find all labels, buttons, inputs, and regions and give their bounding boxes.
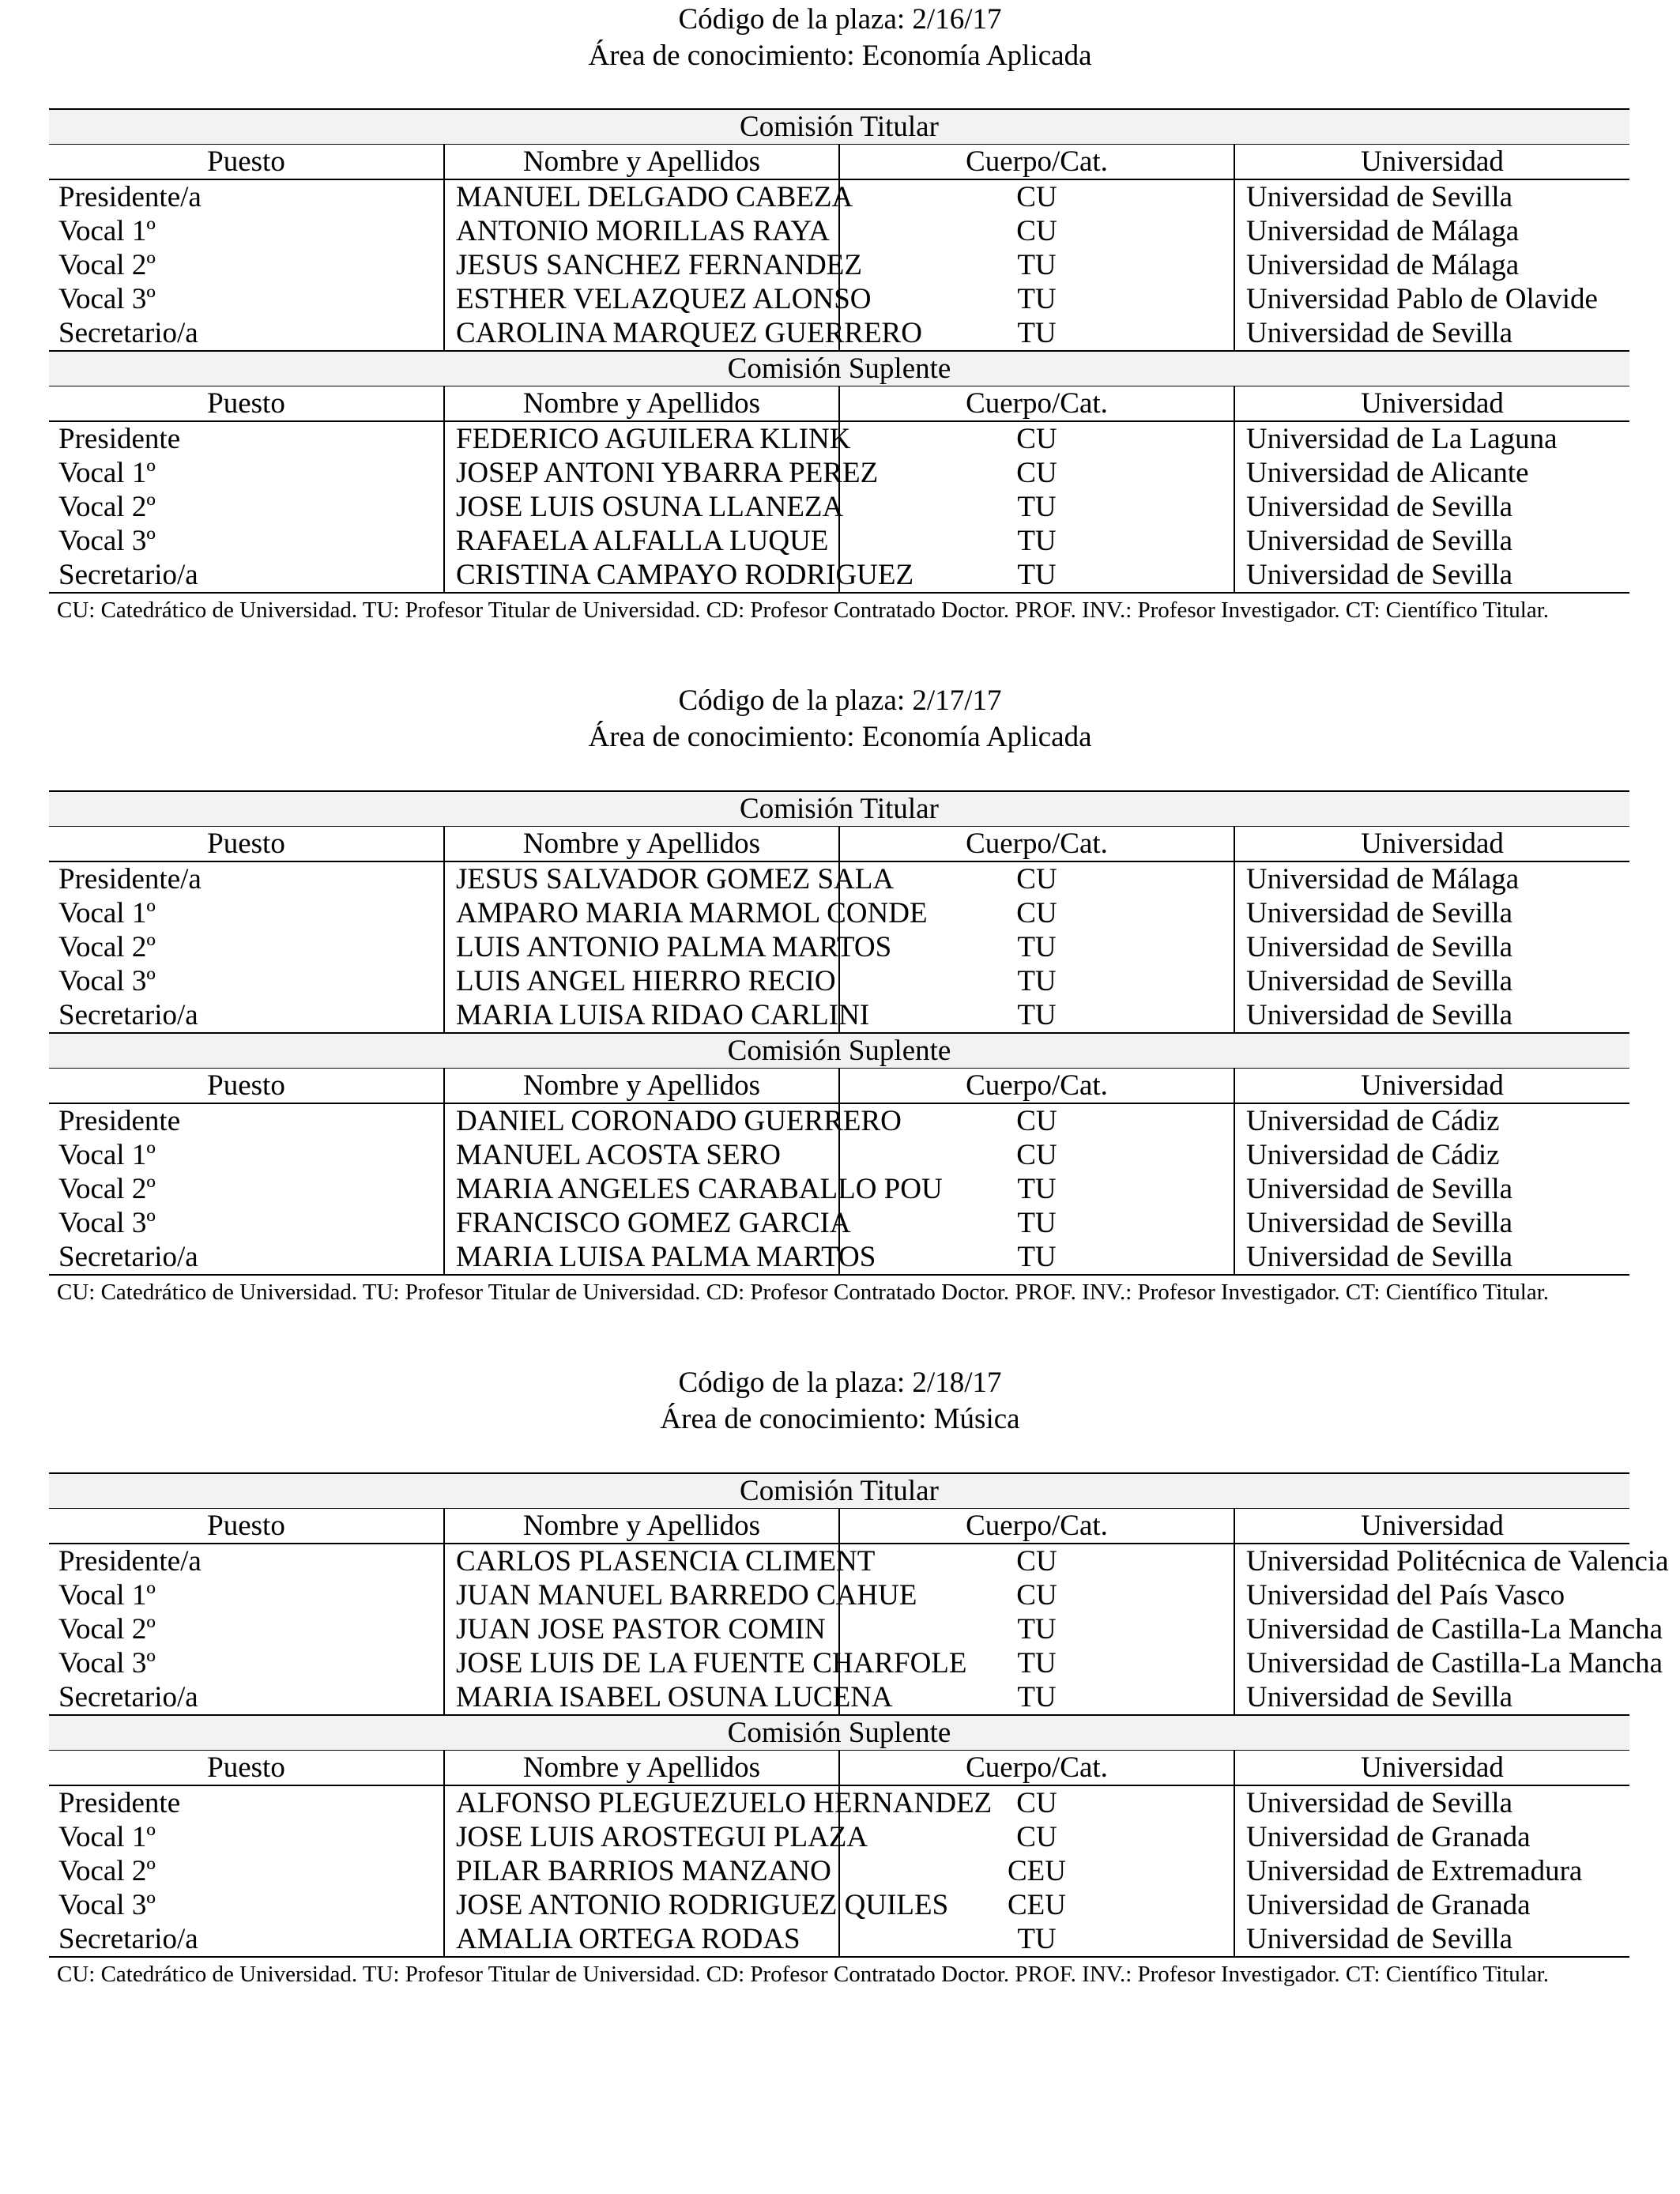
nombre-cell: FEDERICO AGUILERA KLINK [444,421,839,456]
plaza-area: Área de conocimiento: Música [660,1403,1020,1435]
nombre-cell: CARLOS PLASENCIA CLIMENT [444,1544,839,1578]
comision-titular [49,1473,1669,1715]
table-row [49,1206,1629,1240]
puesto-cell: Secretario/a [49,1922,444,1957]
universidad-cell: Universidad Politécnica de Valencia [1234,1544,1629,1578]
comision-suplente [49,1033,1629,1275]
cuerpo-cell: CU [839,1138,1234,1172]
section-header [49,351,1629,386]
nombre-cell: FRANCISCO GOMEZ GARCIA [444,1206,839,1240]
abbreviations-note: CU: Catedrático de Universidad. TU: Profesor Titular de Universidad. CD: Profesor Contratado Doctor. PROF. INV.: Profesor Investigador. CT: Científico Titular. [57,1962,1550,1987]
comision-table [49,108,1629,594]
universidad-cell: Universidad de Sevilla [1234,1172,1629,1206]
table-row [49,964,1629,998]
col-nombre: Nombre y Apellidos [444,386,839,422]
comision-titular [49,791,1629,1033]
table-row [49,1680,1629,1715]
column-header-row [49,1509,1629,1544]
nombre-cell: AMALIA ORTEGA RODAS [444,1922,839,1957]
puesto-cell: Presidente/a [58,180,202,213]
section-title: Comisión Suplente [49,351,1629,386]
puesto-cell: Vocal 1º [58,1820,156,1853]
universidad-cell: Universidad de Sevilla [1234,1922,1629,1957]
cuerpo-cell: CEU [839,1854,1234,1888]
universidad-cell: Universidad de Sevilla [1234,1240,1629,1275]
nombre-cell: LUIS ANGEL HIERRO RECIO [444,964,839,998]
puesto-cell: Secretario/a [49,1240,444,1275]
cuerpo-cell: TU [839,316,1234,351]
puesto-cell: Secretario/a [58,998,198,1031]
section-title: Comisión Titular [49,791,1629,827]
table-row [49,1646,1629,1680]
nombre-cell: JUAN JOSE PASTOR COMIN [444,1612,839,1646]
nombre-cell: CAROLINA MARQUEZ GUERRERO [444,316,839,351]
table-row [49,1888,1629,1922]
cuerpo-cell: TU [839,1646,1234,1680]
table-row [49,1922,1629,1957]
universidad-cell: Universidad de Granada [1234,1820,1629,1854]
universidad-cell: Universidad de Castilla-La Mancha [1234,1646,1629,1680]
nombre-cell: JOSE LUIS DE LA FUENTE CHARFOLE [444,1646,839,1680]
cuerpo-cell: TU [839,1172,1234,1206]
table-row [49,1854,1629,1888]
cuerpo-cell: TU [839,1922,1234,1957]
column-header-row [49,1751,1629,1786]
nombre-cell: JOSE ANTONIO RODRIGUEZ QUILES [444,1888,839,1922]
cuerpo-cell: TU [839,998,1234,1033]
puesto-cell: Vocal 3º [58,1646,156,1679]
puesto-cell: Vocal 2º [58,1854,156,1887]
table-row [49,179,1629,214]
col-universidad: Universidad [1234,1751,1629,1786]
cuerpo-cell: TU [839,964,1234,998]
cuerpo-cell: CEU [839,1888,1234,1922]
puesto-cell: Secretario/a [58,1680,198,1713]
cuerpo-cell: TU [839,248,1234,282]
col-cuerpo: Cuerpo/Cat. [839,145,1234,180]
col-cuerpo: Cuerpo/Cat. [839,1509,1234,1544]
universidad-cell: Universidad de Sevilla [1234,1680,1629,1715]
universidad-cell: Universidad de Málaga [1234,248,1629,282]
comision-table [49,790,1629,1276]
table-row [49,861,1629,896]
puesto-cell: Vocal 3º [58,1888,156,1921]
nombre-cell: JESUS SANCHEZ FERNANDEZ [444,248,839,282]
universidad-cell: Universidad de Sevilla [1234,179,1629,214]
col-puesto: Puesto [49,827,444,862]
nombre-cell: JESUS SALVADOR GOMEZ SALA [444,861,839,896]
col-universidad: Universidad [1234,827,1629,862]
universidad-cell: Universidad de Málaga [1234,214,1629,248]
table-row [49,282,1629,316]
puesto-cell: Vocal 3º [58,524,156,557]
nombre-cell: PILAR BARRIOS MANZANO [444,1854,839,1888]
col-cuerpo: Cuerpo/Cat. [839,1751,1234,1786]
cuerpo-cell: CU [839,179,1234,214]
section-title: Comisión Suplente [49,1715,1629,1751]
puesto-cell: Vocal 1º [58,1578,156,1612]
puesto-cell: Vocal 1º [58,896,156,929]
cuerpo-cell: TU [839,524,1234,558]
universidad-cell: Universidad de Cádiz [1234,1138,1629,1172]
col-cuerpo: Cuerpo/Cat. [839,386,1234,422]
puesto-cell: Vocal 2º [58,1612,156,1646]
cuerpo-cell: CU [839,896,1234,930]
plaza-heading [0,683,1680,756]
nombre-cell: ANTONIO MORILLAS RAYA [444,214,839,248]
cuerpo-cell: CU [839,1103,1234,1138]
cuerpo-cell: TU [839,930,1234,964]
nombre-cell: JOSE LUIS AROSTEGUI PLAZA [444,1820,839,1854]
puesto-cell: Vocal 1º [58,1138,156,1171]
col-universidad: Universidad [1234,386,1629,422]
plaza-area: Área de conocimiento: Economía Aplicada [588,721,1092,753]
nombre-cell: RAFAELA ALFALLA LUQUE [444,524,839,558]
cuerpo-cell: TU [839,490,1234,524]
puesto-cell: Secretario/a [49,558,444,593]
col-cuerpo: Cuerpo/Cat. [839,827,1234,862]
col-universidad: Universidad [1234,145,1629,180]
table-row [49,1612,1629,1646]
nombre-cell: MANUEL ACOSTA SERO [444,1138,839,1172]
universidad-cell: Universidad del País Vasco [1234,1578,1629,1612]
nombre-cell: JOSE LUIS OSUNA LLANEZA [444,490,839,524]
table-row [49,998,1629,1033]
section-header [49,1473,1629,1509]
comision-table [49,1472,1669,1958]
universidad-cell: Universidad de Sevilla [1234,964,1629,998]
cuerpo-cell: CU [839,1544,1234,1578]
cuerpo-cell: CU [839,421,1234,456]
nombre-cell: CRISTINA CAMPAYO RODRIGUEZ [444,558,839,593]
table-row [49,1785,1629,1820]
universidad-cell: Universidad de Sevilla [1234,896,1629,930]
abbreviations-note: CU: Catedrático de Universidad. TU: Profesor Titular de Universidad. CD: Profesor Contratado Doctor. PROF. INV.: Profesor Investigador. CT: Científico Titular. [57,598,1550,623]
table-row [49,248,1629,282]
nombre-cell: ALFONSO PLEGUEZUELO HERNANDEZ [444,1785,839,1820]
table-row [49,1820,1629,1854]
puesto-cell: Presidente [58,1786,181,1819]
column-header-row [49,827,1629,862]
universidad-cell: Universidad de Sevilla [1234,1206,1629,1240]
table-row [49,456,1629,490]
cuerpo-cell: TU [839,1680,1234,1715]
table-row [49,930,1629,964]
section-header [49,1715,1629,1751]
nombre-cell: AMPARO MARIA MARMOL CONDE [444,896,839,930]
cuerpo-cell: CU [839,861,1234,896]
universidad-cell: Universidad de La Laguna [1234,421,1629,456]
universidad-cell: Universidad de Extremadura [1234,1854,1629,1888]
puesto-cell: Vocal 1º [58,214,156,247]
universidad-cell: Universidad de Sevilla [1234,1785,1629,1820]
cuerpo-cell: CU [839,456,1234,490]
universidad-cell: Universidad de Sevilla [1234,490,1629,524]
nombre-cell: JUAN MANUEL BARREDO CAHUE [444,1578,839,1612]
cuerpo-cell: CU [839,214,1234,248]
comision-suplente [49,1715,1629,1957]
column-header-row [49,1069,1629,1104]
nombre-cell: MANUEL DELGADO CABEZA [444,179,839,214]
comision-suplente [49,351,1629,593]
table-row [49,1544,1629,1578]
col-puesto: Puesto [49,1509,444,1544]
col-puesto: Puesto [49,386,444,422]
table-row [49,316,1629,351]
table-row [49,1578,1629,1612]
plaza-heading [0,2,1680,74]
table-row [49,1103,1629,1138]
plaza-code: Código de la plaza: 2/17/17 [678,684,1002,717]
table-row [49,214,1629,248]
universidad-cell: Universidad de Granada [1234,1888,1629,1922]
puesto-cell: Presidente/a [58,1544,202,1578]
table-row [49,896,1629,930]
section-title: Comisión Suplente [49,1033,1629,1069]
section-header [49,109,1629,145]
col-puesto: Puesto [49,1069,444,1104]
puesto-cell: Secretario/a [58,316,198,349]
nombre-cell: MARIA ISABEL OSUNA LUCENA [444,1680,839,1715]
col-nombre: Nombre y Apellidos [444,145,839,180]
col-nombre: Nombre y Apellidos [444,1069,839,1104]
puesto-cell: Vocal 2º [58,490,156,523]
cuerpo-cell: TU [839,282,1234,316]
nombre-cell: LUIS ANTONIO PALMA MARTOS [444,930,839,964]
puesto-cell: Vocal 3º [58,964,156,997]
puesto-cell: Presidente [58,1104,181,1137]
universidad-cell: Universidad de Sevilla [1234,316,1629,351]
universidad-cell: Universidad de Castilla-La Mancha [1234,1612,1629,1646]
cuerpo-cell: TU [839,1612,1234,1646]
cuerpo-cell: TU [839,558,1234,593]
col-puesto: Puesto [49,145,444,180]
table-row [49,490,1629,524]
puesto-cell: Presidente/a [58,862,202,895]
section-title: Comisión Titular [49,1473,1629,1509]
nombre-cell: ESTHER VELAZQUEZ ALONSO [444,282,839,316]
cuerpo-cell: CU [839,1578,1234,1612]
table-row [49,1172,1629,1206]
universidad-cell: Universidad de Málaga [1234,861,1629,896]
section-title: Comisión Titular [49,109,1629,145]
cuerpo-cell: TU [839,1206,1234,1240]
column-header-row [49,145,1629,180]
section-header [49,791,1629,827]
col-universidad: Universidad [1234,1509,1629,1544]
nombre-cell: JOSEP ANTONI YBARRA PEREZ [444,456,839,490]
plaza-code: Código de la plaza: 2/18/17 [678,1367,1002,1399]
universidad-cell: Universidad de Alicante [1234,456,1629,490]
nombre-cell: MARIA LUISA RIDAO CARLINI [444,998,839,1033]
universidad-cell: Universidad de Sevilla [1234,998,1629,1033]
comision-titular [49,109,1629,351]
puesto-cell: Vocal 3º [58,1206,156,1239]
universidad-cell: Universidad de Sevilla [1234,524,1629,558]
nombre-cell: MARIA LUISA PALMA MARTOS [444,1240,839,1275]
col-puesto: Puesto [49,1751,444,1786]
nombre-cell: DANIEL CORONADO GUERRERO [444,1103,839,1138]
plaza-area: Área de conocimiento: Economía Aplicada [588,40,1092,72]
table-row [49,1138,1629,1172]
puesto-cell: Vocal 2º [58,248,156,281]
puesto-cell: Vocal 2º [58,930,156,963]
universidad-cell: Universidad de Sevilla [1234,930,1629,964]
cuerpo-cell: CU [839,1820,1234,1854]
column-header-row [49,386,1629,422]
puesto-cell: Presidente [58,422,181,455]
puesto-cell: Vocal 1º [58,456,156,489]
table-row [49,524,1629,558]
abbreviations-note: CU: Catedrático de Universidad. TU: Profesor Titular de Universidad. CD: Profesor Contratado Doctor. PROF. INV.: Profesor Investigador. CT: Científico Titular. [57,1280,1550,1305]
plaza-code: Código de la plaza: 2/16/17 [678,3,1002,36]
puesto-cell: Vocal 3º [58,282,156,315]
section-header [49,1033,1629,1069]
col-nombre: Nombre y Apellidos [444,827,839,862]
table-row [49,1240,1629,1275]
cuerpo-cell: TU [839,1240,1234,1275]
table-row [49,421,1629,456]
universidad-cell: Universidad de Cádiz [1234,1103,1629,1138]
col-universidad: Universidad [1234,1069,1629,1104]
col-nombre: Nombre y Apellidos [444,1751,839,1786]
puesto-cell: Vocal 2º [58,1172,156,1205]
nombre-cell: MARIA ANGELES CARABALLO POU [444,1172,839,1206]
col-cuerpo: Cuerpo/Cat. [839,1069,1234,1104]
plaza-heading [0,1365,1680,1438]
col-nombre: Nombre y Apellidos [444,1509,839,1544]
universidad-cell: Universidad de Sevilla [1234,558,1629,593]
universidad-cell: Universidad Pablo de Olavide [1234,282,1629,316]
cuerpo-cell: CU [839,1785,1234,1820]
table-row [49,558,1629,593]
